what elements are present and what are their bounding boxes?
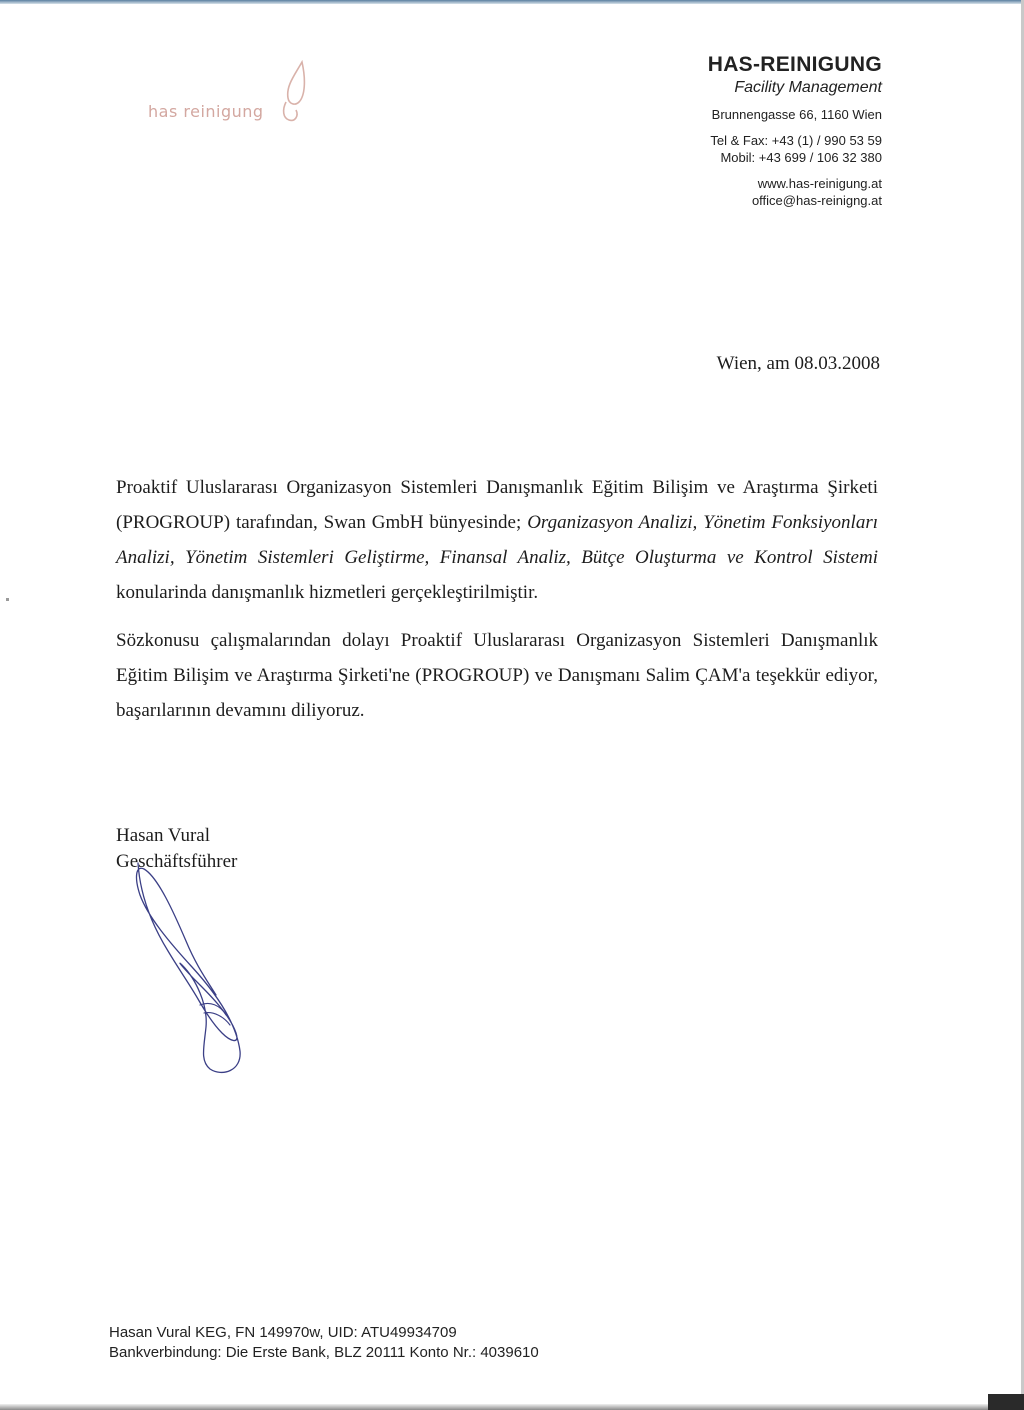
signer-title: Geschäftsführer bbox=[116, 851, 238, 872]
logo-text: has reinigung bbox=[148, 102, 264, 121]
company-address: Brunnengasse 66, 1160 Wien bbox=[711, 107, 882, 122]
letter-body bbox=[116, 470, 878, 741]
paragraph-2: Sözkonusu çalışmalarından dolayı Proaktif Uluslararası Organizasyon Sistemleri Danışmanlık Eğitim Bilişim ve Araştırma Şirketi'ne (PROGROUP) ve Danışmanı Salim ÇAM'a teşekkür ediyor, başarılarının devamını diliyoruz. bbox=[116, 630, 878, 721]
paragraph-1 bbox=[116, 470, 878, 610]
letter-date: Wien, am 08.03.2008 bbox=[716, 353, 880, 374]
footer bbox=[109, 1323, 539, 1363]
company-mobile: Mobil: +43 699 / 106 32 380 bbox=[720, 150, 882, 165]
scan-corner-mark bbox=[988, 1394, 1024, 1410]
company-tagline: Facility Management bbox=[734, 79, 882, 96]
signer-name: Hasan Vural bbox=[116, 825, 211, 846]
scan-top-edge bbox=[0, 0, 1024, 4]
scan-mark bbox=[6, 598, 9, 601]
company-tel-fax: Tel & Fax: +43 (1) / 990 53 59 bbox=[710, 133, 882, 148]
handwritten-signature bbox=[110, 855, 260, 1080]
footer-bank-details: Bankverbindung: Die Erste Bank, BLZ 20111 Konto Nr.: 4039610 bbox=[109, 1344, 539, 1361]
paragraph-1-start: Proaktif Uluslararası Organizasyon Sistemleri Danışmanlık Eğitim Bilişim ve Araştırma Şirketi (PROGROUP) tarafından, Swan GmbH bünyesinde; bbox=[116, 477, 878, 533]
company-logo bbox=[148, 60, 323, 130]
paragraph-1-services: Organizasyon Analizi, Yönetim Fonksiyonları Analizi, Yönetim Sistemleri Geliştirme, Finansal Analiz, Bütçe Oluşturma ve Kontrol Sistemi bbox=[116, 512, 878, 568]
water-drop-logo-icon bbox=[276, 60, 316, 124]
company-name: HAS-REINIGUNG bbox=[707, 53, 882, 76]
footer-company-registration: Hasan Vural KEG, FN 149970w, UID: ATU49934709 bbox=[109, 1324, 457, 1341]
company-website: www.has-reinigung.at bbox=[757, 176, 882, 191]
company-email: office@has-reinigng.at bbox=[751, 193, 882, 208]
letterhead bbox=[708, 52, 882, 209]
scan-bottom-edge bbox=[0, 1404, 1024, 1410]
paragraph-1-end: konularinda danışmanlık hizmetleri gerçekleştirilmiştir. bbox=[116, 582, 539, 603]
